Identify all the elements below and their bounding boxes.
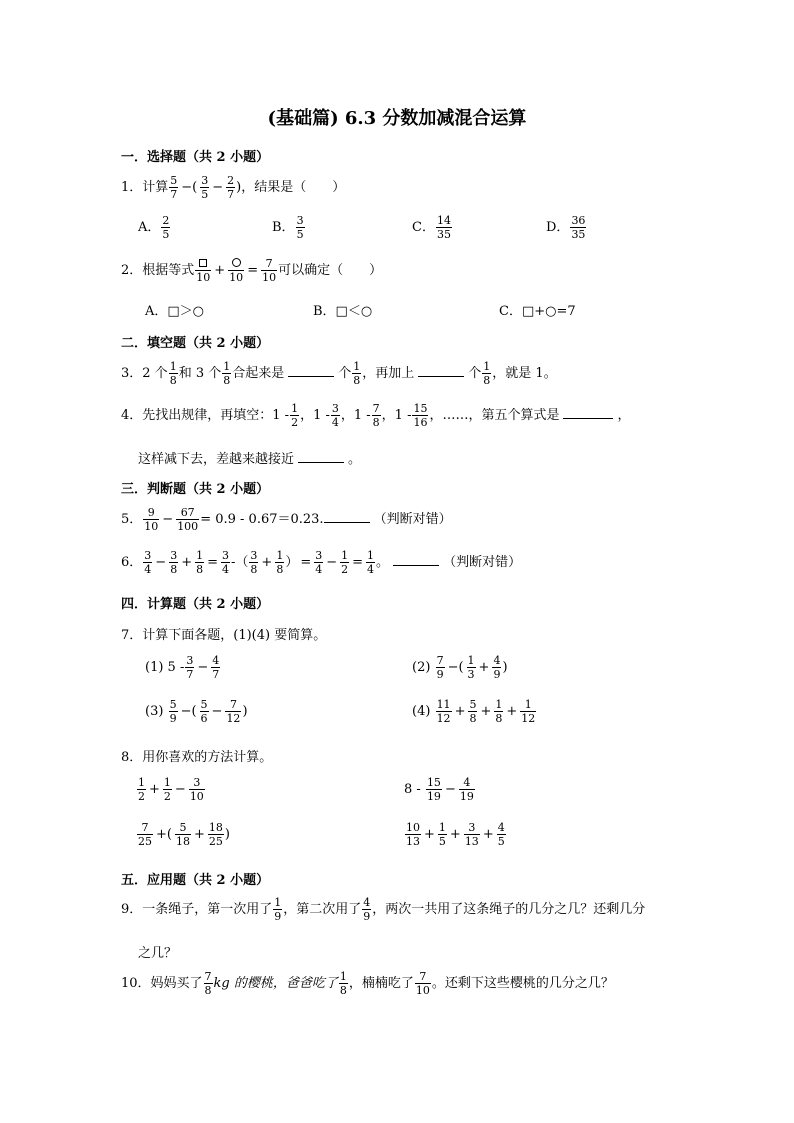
fraction: $\frac{7}{8}$ [372, 402, 380, 429]
calc-8-3: $\frac{7}{25}$ +( $\frac{5}{18}$ + $\frac{18}{25}$ ) [138, 821, 230, 848]
section-heading-judge: 三．判断题（共 2 小题） [121, 482, 270, 497]
fraction: $\frac{14}{35}$ [436, 214, 451, 241]
fraction: $\frac{3}{4}$ [144, 549, 152, 576]
fraction: $\frac{15}{19}$ [426, 776, 441, 803]
fraction: $\frac{5}{6}$ [200, 698, 208, 725]
question-2-prompt: 2．根据等式 [121, 263, 195, 278]
fraction: $\frac{1}{8}$ [223, 360, 231, 387]
fraction: $\frac{3}{13}$ [464, 821, 479, 848]
fraction: $\frac{2}{5}$ [162, 214, 170, 241]
fraction: $\frac{3}{5}$ [296, 214, 304, 241]
section-heading-calc: 四．计算题（共 2 小题） [121, 597, 270, 612]
fraction: $\frac{1}{2}$ [341, 549, 349, 576]
question-2: 2．根据等式 10 + 10 = $\frac{7}{10}$ 可以确定（ ） [121, 257, 383, 284]
calc-7-3: (3) $\frac{5}{9}$ −( $\frac{5}{6}$ − $\frac{7}{12}$ ) [145, 698, 248, 725]
fraction: $\frac{5}{7}$ [170, 174, 178, 201]
fraction: $\frac{11}{12}$ [436, 698, 451, 725]
question-10: 10．妈妈买了 $\frac{7}{8}$ kg 的樱桃，爸爸吃了 $\frac{1}{8}$ ，楠楠吃了 $\frac{7}{10}$ 。还剩下这些樱桃的几分之几？ [121, 970, 614, 997]
square-symbol [199, 259, 207, 267]
fraction: $\frac{4}{19}$ [459, 776, 474, 803]
fraction: $\frac{7}{10}$ [262, 257, 277, 284]
option-2c[interactable]: C．□+○=7 [499, 304, 576, 319]
question-3: 3．2 个 $\frac{1}{8}$ 和 3 个 $\frac{1}{8}$ 合起来是 个 $\frac{1}{8}$ ，再加上 个 $\frac{1}{8}$ ，就是 1。 [121, 360, 557, 387]
fraction: $\frac{7}{12}$ [226, 698, 241, 725]
calc-7-2: (2) $\frac{7}{9}$ −( $\frac{1}{3}$ + $\frac{4}{9}$ ) [412, 654, 508, 681]
fraction: $\frac{9}{10}$ [144, 506, 159, 533]
fraction: $\frac{1}{9}$ [274, 896, 282, 923]
fraction: $\frac{2}{7}$ [227, 174, 235, 201]
option-1b[interactable]: B． $\frac{3}{5}$ [272, 214, 304, 241]
option-2b[interactable]: B．□＜○ [313, 304, 373, 319]
fraction: $\frac{1}{12}$ [521, 698, 536, 725]
fraction: $\frac{7}{9}$ [436, 654, 444, 681]
section-heading-choice: 一．选择题（共 2 小题） [121, 150, 270, 165]
fraction: $\frac{4}{7}$ [212, 654, 220, 681]
fraction: $\frac{4}{9}$ [493, 654, 501, 681]
fraction: $\frac{1}{8}$ [483, 360, 491, 387]
fraction: $\frac{5}{9}$ [169, 698, 177, 725]
question-2-tail: 可以确定（ ） [278, 263, 383, 278]
fraction: $\frac{3}{8}$ [170, 549, 178, 576]
answer-blank[interactable] [393, 553, 439, 566]
option-1c[interactable]: C． $\frac{14}{35}$ [412, 214, 451, 241]
fraction: $\frac{3}{5}$ [201, 174, 209, 201]
fraction: $\frac{1}{8}$ [495, 698, 503, 725]
fraction: $\frac{67}{100}$ [177, 506, 199, 533]
question-9-line2: 之几？ [138, 946, 178, 961]
fraction: $\frac{3}{8}$ [250, 549, 258, 576]
answer-blank[interactable] [298, 450, 344, 463]
question-8: 8．用你喜欢的方法计算。 [121, 750, 273, 765]
fraction: $\frac{3}{4}$ [331, 402, 339, 429]
fraction: $\frac{1}{8}$ [169, 360, 177, 387]
fraction: 10 [228, 257, 244, 284]
option-1a[interactable]: A． $\frac{2}{5}$ [138, 214, 170, 241]
calc-8-4: $\frac{10}{13}$ + $\frac{1}{5}$ + $\frac{3}{13}$ + $\frac{4}{5}$ [406, 821, 505, 848]
question-7: 7．计算下面各题，(1)(4) 要简算。 [121, 628, 327, 643]
fraction: $\frac{5}{18}$ [175, 821, 190, 848]
section-heading-application: 五．应用题（共 2 小题） [121, 873, 270, 888]
question-4: 4．先找出规律，再填空：1 - $\frac{1}{2}$ ，1 - $\frac{3}{4}$ ，1 - $\frac{7}{8}$ ，1 - $\frac{15}{16}$ ，……，第五个算式是 ， [121, 402, 631, 429]
fraction: $\frac{4}{5}$ [497, 821, 505, 848]
fraction: $\frac{1}{8}$ [276, 549, 284, 576]
question-1-prompt: 1．计算 [121, 180, 169, 195]
fraction: 10 [195, 257, 211, 284]
fraction: $\frac{3}{10}$ [189, 776, 204, 803]
fraction: $\frac{15}{16}$ [413, 402, 428, 429]
calc-8-2: 8 - $\frac{15}{19}$ − $\frac{4}{19}$ [404, 776, 474, 803]
fraction: $\frac{3}{4}$ [315, 549, 323, 576]
calc-8-1: $\frac{1}{2}$ + $\frac{1}{2}$ − $\frac{3}{10}$ [138, 776, 204, 803]
question-5: 5． $\frac{9}{10}$ − $\frac{67}{100}$ = 0.9 - 0.67＝0.23. （判断对错） [121, 506, 452, 533]
fraction: $\frac{5}{8}$ [469, 698, 477, 725]
fraction: $\frac{1}{3}$ [467, 654, 475, 681]
question-1: 1．计算 $\frac{5}{7}$ −( $\frac{3}{5}$ − $\frac{2}{7}$ )，结果是（ ） [121, 174, 346, 201]
question-6: 6． $\frac{3}{4}$ − $\frac{3}{8}$ + $\frac{1}{8}$ = $\frac{3}{4}$ -（ $\frac{3}{8}$ + $\frac{1}{8}$ ） = $\frac{3}{4}$ − $\frac{1}{2}$ = $\frac{1}{4}$ 。 （判断对错） [121, 549, 522, 576]
fraction: $\frac{3}{4}$ [222, 549, 229, 576]
answer-blank[interactable] [324, 510, 370, 523]
answer-blank[interactable] [563, 406, 613, 419]
fraction: $\frac{7}{8}$ [204, 970, 212, 997]
answer-blank[interactable] [288, 364, 334, 377]
page-title: (基础篇) 6.3 分数加减混合运算 [267, 108, 527, 129]
option-2a[interactable]: A．□＞○ [145, 304, 205, 319]
fraction: $\frac{18}{25}$ [208, 821, 223, 848]
fraction: $\frac{1}{2}$ [138, 776, 145, 803]
answer-blank[interactable] [418, 364, 464, 377]
fraction: $\frac{1}{5}$ [438, 821, 446, 848]
question-9: 9．一条绳子，第一次用了 $\frac{1}{9}$ ，第二次用了 $\frac{4}{9}$ ，两次一共用了这条绳子的几分之几？还剩几分 [121, 896, 646, 923]
fraction: $\frac{10}{13}$ [406, 821, 420, 848]
calc-7-1: (1) 5 - $\frac{3}{7}$ − $\frac{4}{7}$ [145, 654, 220, 681]
fraction: $\frac{3}{7}$ [186, 654, 194, 681]
fraction: $\frac{1}{8}$ [353, 360, 361, 387]
fraction: $\frac{1}{8}$ [196, 549, 204, 576]
circle-symbol [232, 258, 241, 267]
question-4-line2: 这样减下去，差越来越接近 。 [138, 452, 362, 467]
fraction: $\frac{7}{25}$ [138, 821, 152, 848]
fraction: $\frac{1}{2}$ [291, 402, 299, 429]
calc-7-4: (4) $\frac{11}{12}$ + $\frac{5}{8}$ + $\frac{1}{8}$ + $\frac{1}{12}$ [412, 698, 536, 725]
fraction: $\frac{1}{4}$ [367, 549, 375, 576]
fraction: $\frac{7}{10}$ [415, 970, 430, 997]
section-heading-fill: 二．填空题（共 2 小题） [121, 336, 270, 351]
fraction: $\frac{36}{35}$ [571, 214, 586, 241]
fraction: $\frac{1}{2}$ [163, 776, 171, 803]
option-1d[interactable]: D． $\frac{36}{35}$ [546, 214, 586, 241]
question-1-tail: ，结果是（ ） [241, 180, 346, 195]
fraction: $\frac{4}{9}$ [363, 896, 371, 923]
fraction: $\frac{1}{8}$ [339, 970, 347, 997]
